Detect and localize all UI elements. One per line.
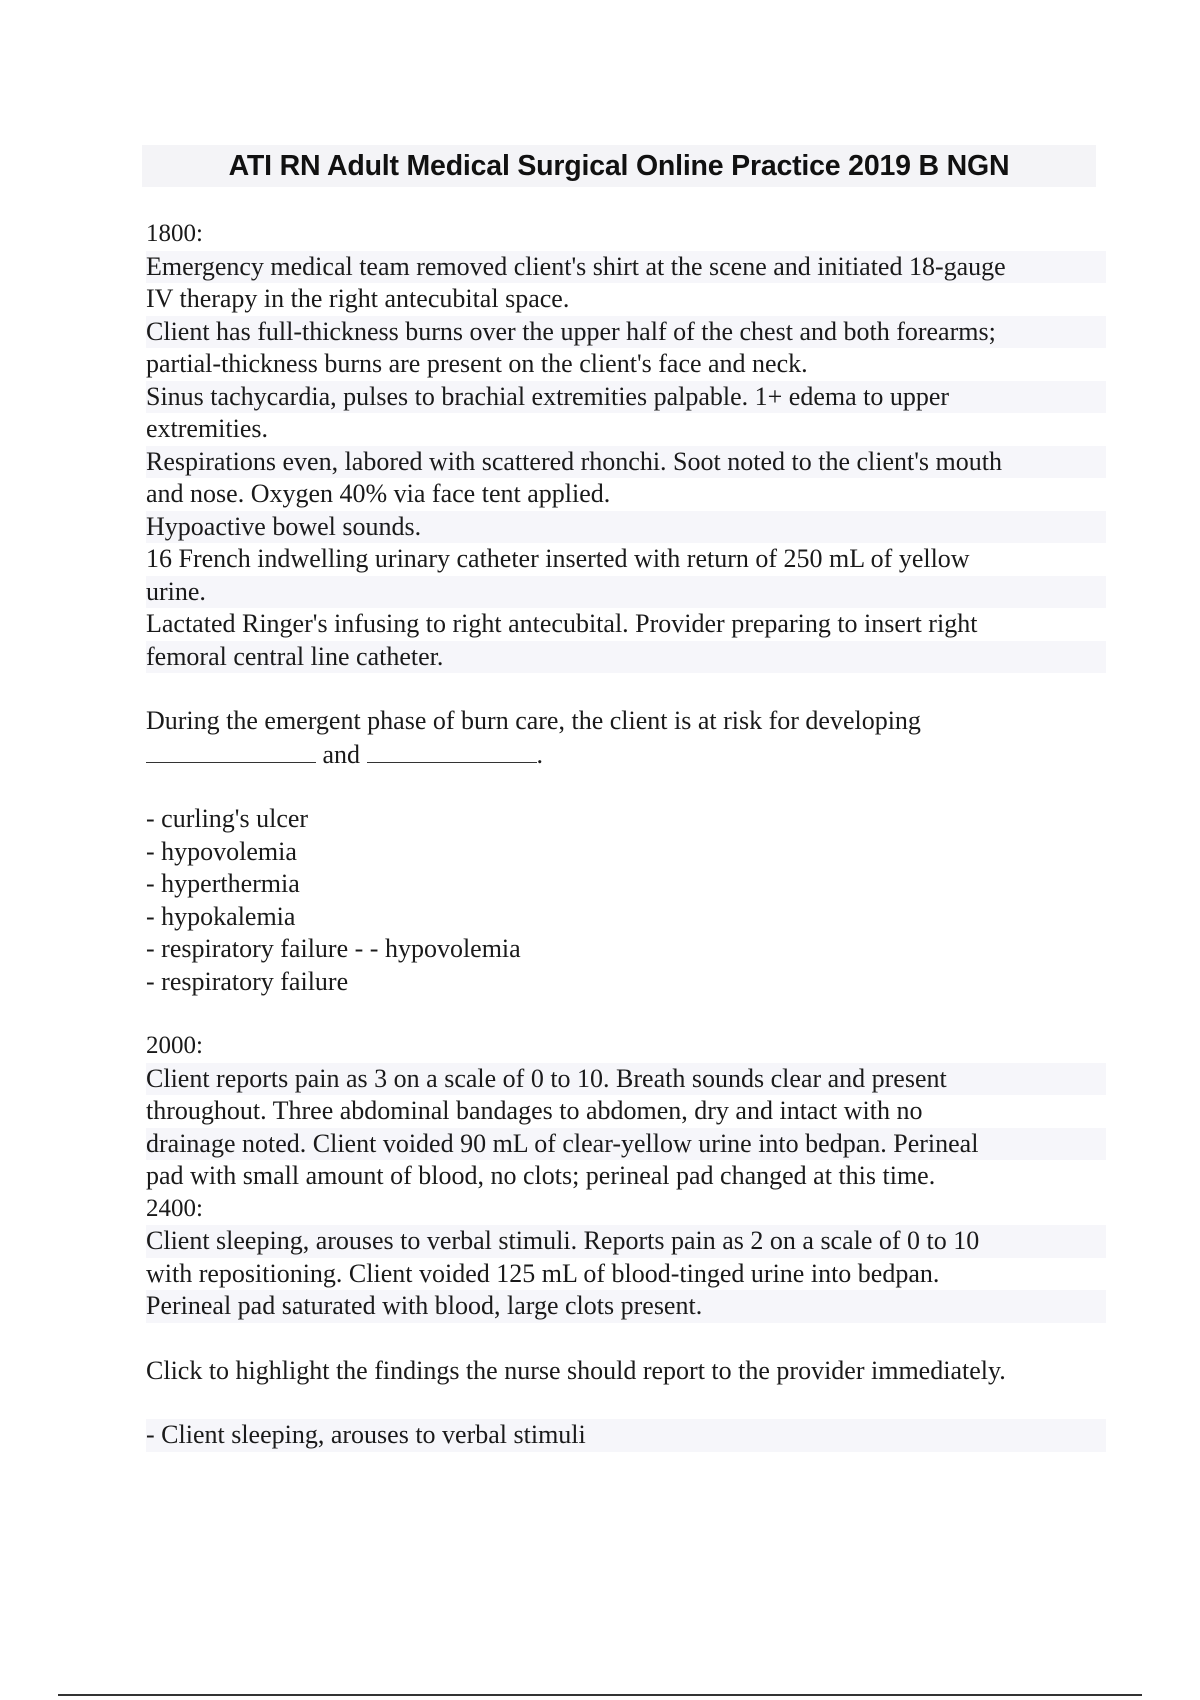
answer-blank-2[interactable] — [367, 738, 537, 763]
time-stamp-2400: 2400: — [146, 1194, 203, 1222]
time-stamp-1800: 1800: — [146, 220, 203, 247]
spacer — [146, 771, 1106, 803]
note-line: pad with small amount of blood, no clots; perineal pad changed at this time. — [146, 1161, 936, 1190]
footer-divider — [58, 1694, 1142, 1696]
answer-option[interactable]: - hyperthermia — [146, 869, 300, 898]
question-prompt: During the emergent phase of burn care, the client is at risk for developing — [146, 706, 921, 735]
note-line: extremities. — [146, 414, 269, 443]
note-line: Lactated Ringer's infusing to right antecubital. Provider preparing to insert right — [146, 609, 978, 638]
spacer — [146, 998, 1106, 1030]
note-line: IV therapy in the right antecubital space. — [146, 284, 570, 313]
answer-option[interactable]: - hypokalemia — [146, 901, 296, 931]
answer-option[interactable]: - hypovolemia — [146, 836, 297, 866]
answer-option[interactable]: - Client sleeping, arouses to verbal stimuli — [146, 1419, 1106, 1452]
document-body — [146, 218, 1106, 1452]
note-line: Respirations even, labored with scattered rhonchi. Soot noted to the client's mouth — [146, 446, 1106, 479]
answer-option[interactable]: - respiratory failure — [146, 966, 349, 996]
note-line: and nose. Oxygen 40% via face tent applied. — [146, 479, 611, 508]
document-title: ATI RN Adult Medical Surgical Online Practice 2019 B NGN — [228, 150, 1010, 182]
spacer — [146, 1387, 1106, 1419]
answer-option[interactable]: - curling's ulcer — [146, 804, 309, 833]
note-line: Client has full-thickness burns over the upper half of the chest and both forearms; — [146, 316, 1106, 349]
answer-blank-1[interactable] — [146, 738, 316, 763]
note-line: Hypoactive bowel sounds. — [146, 511, 1106, 544]
answer-options-2 — [146, 1419, 1106, 1452]
note-line: femoral central line catheter. — [146, 641, 1106, 674]
section-2400 — [146, 1193, 1106, 1323]
note-line: urine. — [146, 576, 1106, 609]
note-line: Perineal pad saturated with blood, large clots present. — [146, 1290, 1106, 1323]
question-2 — [146, 1355, 1106, 1388]
section-1800 — [146, 218, 1106, 673]
question-prompt: Click to highlight the findings the nurse should report to the provider immediately. — [146, 1355, 1006, 1385]
note-line: Client reports pain as 3 on a scale of 0 to 10. Breath sounds clear and present — [146, 1063, 1106, 1096]
question-conjunction: and — [322, 739, 361, 769]
answer-options-1 — [146, 803, 1106, 998]
spacer — [146, 673, 1106, 705]
note-line: throughout. Three abdominal bandages to abdomen, dry and intact with no — [146, 1096, 923, 1125]
note-line: 16 French indwelling urinary catheter inserted with return of 250 mL of yellow — [146, 544, 970, 573]
answer-option[interactable]: - respiratory failure - - hypovolemia — [146, 934, 521, 963]
question-end-punct: . — [536, 739, 544, 769]
section-2000 — [146, 1030, 1106, 1193]
note-line: with repositioning. Client voided 125 mL of blood-tinged urine into bedpan. — [146, 1258, 940, 1288]
note-line: partial-thickness burns are present on the client's face and neck. — [146, 349, 808, 378]
note-line: Client sleeping, arouses to verbal stimuli. Reports pain as 2 on a scale of 0 to 10 — [146, 1225, 1106, 1258]
spacer — [146, 1323, 1106, 1355]
note-line: drainage noted. Client voided 90 mL of clear-yellow urine into bedpan. Perineal — [146, 1128, 1106, 1161]
note-line: Sinus tachycardia, pulses to brachial extremities palpable. 1+ edema to upper — [146, 381, 1106, 414]
note-line: Emergency medical team removed client's shirt at the scene and initiated 18-gauge — [146, 251, 1106, 284]
question-blanks-line — [146, 738, 1106, 772]
time-stamp-2000: 2000: — [146, 1032, 203, 1059]
question-1 — [146, 705, 1106, 771]
